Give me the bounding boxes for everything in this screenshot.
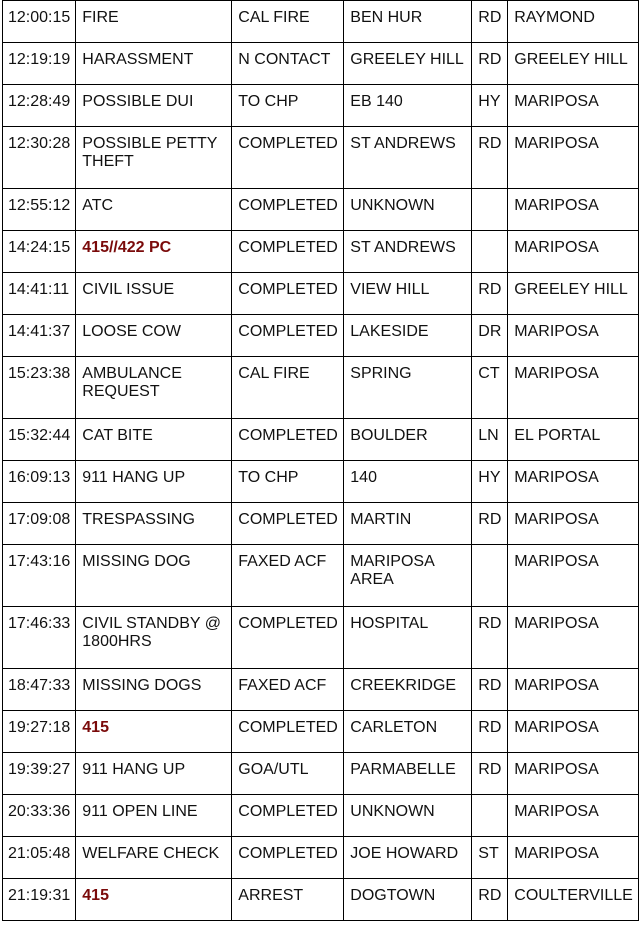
table-row — [3, 315, 639, 357]
incident-type-cell: AMBULANCE REQUEST — [76, 357, 232, 419]
table-row — [3, 607, 639, 669]
city-cell: MARIPOSA — [508, 711, 639, 753]
incident-type-cell: FIRE — [76, 1, 232, 43]
table-row — [3, 503, 639, 545]
street-cell: BOULDER — [344, 419, 472, 461]
time-cell: 21:19:31 — [3, 879, 76, 921]
city-cell: MARIPOSA — [508, 357, 639, 419]
time-cell: 14:24:15 — [3, 231, 76, 273]
disposition-cell: COMPLETED — [232, 711, 344, 753]
street-suffix-cell: RD — [472, 607, 508, 669]
street-suffix-cell: CT — [472, 357, 508, 419]
disposition-cell: GOA/UTL — [232, 753, 344, 795]
table-row — [3, 231, 639, 273]
table-row — [3, 357, 639, 419]
street-cell: BEN HUR — [344, 1, 472, 43]
city-cell: MARIPOSA — [508, 607, 639, 669]
table-row — [3, 419, 639, 461]
incident-type-cell: TRESPASSING — [76, 503, 232, 545]
table-row — [3, 795, 639, 837]
city-cell: MARIPOSA — [508, 127, 639, 189]
incident-type-cell: 415 — [76, 879, 232, 921]
city-cell: MARIPOSA — [508, 85, 639, 127]
disposition-cell: FAXED ACF — [232, 669, 344, 711]
incident-type-cell: 415 — [76, 711, 232, 753]
city-cell: MARIPOSA — [508, 189, 639, 231]
incident-type-cell: HARASSMENT — [76, 43, 232, 85]
city-cell: MARIPOSA — [508, 231, 639, 273]
incident-type-cell: CIVIL STANDBY @ 1800HRS — [76, 607, 232, 669]
disposition-cell: CAL FIRE — [232, 1, 344, 43]
disposition-cell: TO CHP — [232, 85, 344, 127]
time-cell: 15:32:44 — [3, 419, 76, 461]
street-cell: GREELEY HILL — [344, 43, 472, 85]
disposition-cell: COMPLETED — [232, 273, 344, 315]
disposition-cell: TO CHP — [232, 461, 344, 503]
city-cell: COULTERVILLE — [508, 879, 639, 921]
call-log-body — [3, 1, 639, 921]
time-cell: 19:27:18 — [3, 711, 76, 753]
table-row — [3, 1, 639, 43]
time-cell: 14:41:11 — [3, 273, 76, 315]
street-suffix-cell — [472, 189, 508, 231]
street-cell: UNKNOWN — [344, 795, 472, 837]
street-suffix-cell: RD — [472, 503, 508, 545]
disposition-cell: CAL FIRE — [232, 357, 344, 419]
disposition-cell: COMPLETED — [232, 189, 344, 231]
time-cell: 17:09:08 — [3, 503, 76, 545]
incident-type-cell: 415//422 PC — [76, 231, 232, 273]
incident-type-cell: LOOSE COW — [76, 315, 232, 357]
table-row — [3, 711, 639, 753]
incident-type-cell: MISSING DOGS — [76, 669, 232, 711]
street-suffix-cell — [472, 545, 508, 607]
street-cell: VIEW HILL — [344, 273, 472, 315]
disposition-cell: COMPLETED — [232, 419, 344, 461]
time-cell: 15:23:38 — [3, 357, 76, 419]
table-row — [3, 189, 639, 231]
street-suffix-cell: DR — [472, 315, 508, 357]
street-cell: PARMABELLE — [344, 753, 472, 795]
street-suffix-cell: RD — [472, 879, 508, 921]
city-cell: MARIPOSA — [508, 837, 639, 879]
table-row — [3, 273, 639, 315]
time-cell: 18:47:33 — [3, 669, 76, 711]
time-cell: 12:30:28 — [3, 127, 76, 189]
street-suffix-cell: HY — [472, 461, 508, 503]
city-cell: MARIPOSA — [508, 795, 639, 837]
street-cell: ST ANDREWS — [344, 127, 472, 189]
incident-type-cell: ATC — [76, 189, 232, 231]
time-cell: 20:33:36 — [3, 795, 76, 837]
table-row — [3, 85, 639, 127]
street-suffix-cell: RD — [472, 753, 508, 795]
disposition-cell: COMPLETED — [232, 127, 344, 189]
incident-type-cell: 911 OPEN LINE — [76, 795, 232, 837]
incident-type-cell: CAT BITE — [76, 419, 232, 461]
time-cell: 17:43:16 — [3, 545, 76, 607]
call-log-table — [2, 0, 639, 921]
disposition-cell: COMPLETED — [232, 315, 344, 357]
table-row — [3, 127, 639, 189]
street-cell: MARTIN — [344, 503, 472, 545]
time-cell: 19:39:27 — [3, 753, 76, 795]
incident-type-cell: POSSIBLE DUI — [76, 85, 232, 127]
street-suffix-cell: HY — [472, 85, 508, 127]
disposition-cell: COMPLETED — [232, 503, 344, 545]
incident-type-cell: MISSING DOG — [76, 545, 232, 607]
street-suffix-cell: RD — [472, 711, 508, 753]
disposition-cell: ARREST — [232, 879, 344, 921]
time-cell: 16:09:13 — [3, 461, 76, 503]
street-suffix-cell: RD — [472, 273, 508, 315]
table-row — [3, 545, 639, 607]
street-cell: UNKNOWN — [344, 189, 472, 231]
disposition-cell: COMPLETED — [232, 607, 344, 669]
street-cell: CREEKRIDGE — [344, 669, 472, 711]
street-cell: LAKESIDE — [344, 315, 472, 357]
street-cell: ST ANDREWS — [344, 231, 472, 273]
city-cell: GREELEY HILL — [508, 273, 639, 315]
street-cell: CARLETON — [344, 711, 472, 753]
time-cell: 12:28:49 — [3, 85, 76, 127]
city-cell: EL PORTAL — [508, 419, 639, 461]
table-row — [3, 837, 639, 879]
street-cell: JOE HOWARD — [344, 837, 472, 879]
city-cell: RAYMOND — [508, 1, 639, 43]
street-suffix-cell: RD — [472, 1, 508, 43]
time-cell: 12:19:19 — [3, 43, 76, 85]
table-row — [3, 753, 639, 795]
time-cell: 21:05:48 — [3, 837, 76, 879]
city-cell: GREELEY HILL — [508, 43, 639, 85]
disposition-cell: N CONTACT — [232, 43, 344, 85]
street-cell: DOGTOWN — [344, 879, 472, 921]
time-cell: 12:00:15 — [3, 1, 76, 43]
city-cell: MARIPOSA — [508, 545, 639, 607]
street-suffix-cell: RD — [472, 127, 508, 189]
street-suffix-cell — [472, 795, 508, 837]
disposition-cell: COMPLETED — [232, 837, 344, 879]
table-row — [3, 461, 639, 503]
street-suffix-cell: LN — [472, 419, 508, 461]
street-cell: SPRING — [344, 357, 472, 419]
time-cell: 17:46:33 — [3, 607, 76, 669]
incident-type-cell: WELFARE CHECK — [76, 837, 232, 879]
city-cell: MARIPOSA — [508, 503, 639, 545]
city-cell: MARIPOSA — [508, 753, 639, 795]
disposition-cell: FAXED ACF — [232, 545, 344, 607]
table-row — [3, 669, 639, 711]
incident-type-cell: 911 HANG UP — [76, 461, 232, 503]
city-cell: MARIPOSA — [508, 669, 639, 711]
incident-type-cell: CIVIL ISSUE — [76, 273, 232, 315]
street-suffix-cell — [472, 231, 508, 273]
time-cell: 12:55:12 — [3, 189, 76, 231]
disposition-cell: COMPLETED — [232, 231, 344, 273]
time-cell: 14:41:37 — [3, 315, 76, 357]
street-cell: HOSPITAL — [344, 607, 472, 669]
city-cell: MARIPOSA — [508, 315, 639, 357]
street-cell: MARIPOSA AREA — [344, 545, 472, 607]
table-row — [3, 879, 639, 921]
street-suffix-cell: RD — [472, 43, 508, 85]
incident-type-cell: POSSIBLE PETTY THEFT — [76, 127, 232, 189]
street-cell: 140 — [344, 461, 472, 503]
street-cell: EB 140 — [344, 85, 472, 127]
city-cell: MARIPOSA — [508, 461, 639, 503]
street-suffix-cell: RD — [472, 669, 508, 711]
disposition-cell: COMPLETED — [232, 795, 344, 837]
incident-type-cell: 911 HANG UP — [76, 753, 232, 795]
table-row — [3, 43, 639, 85]
street-suffix-cell: ST — [472, 837, 508, 879]
